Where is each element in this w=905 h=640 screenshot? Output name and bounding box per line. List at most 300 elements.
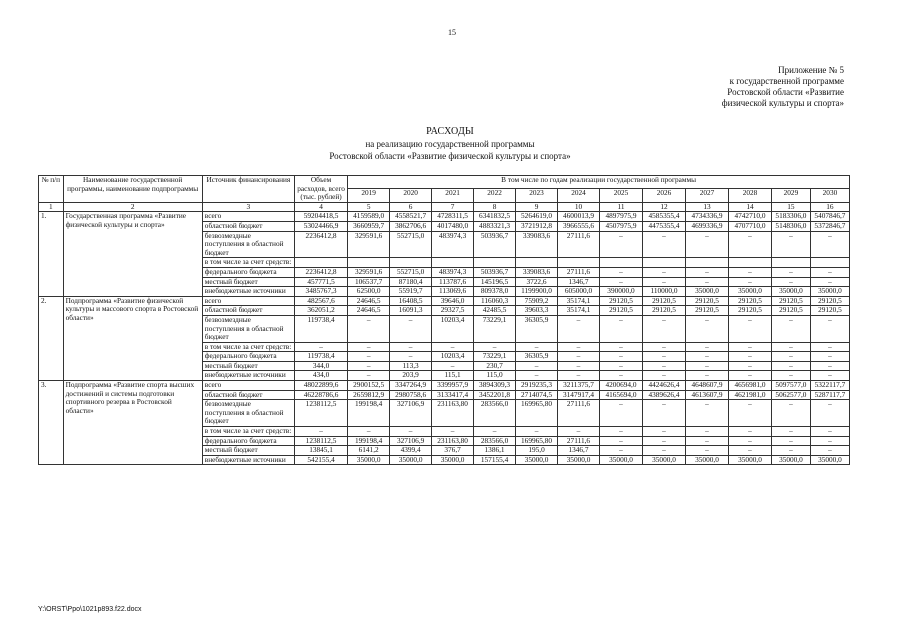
year-value: 2659812,9 bbox=[348, 390, 390, 400]
year-value: – bbox=[771, 427, 810, 437]
total-value bbox=[294, 258, 347, 268]
year-value: 4648607,9 bbox=[685, 381, 728, 391]
year-value: 1346,7 bbox=[558, 277, 600, 287]
year-value: 29327,5 bbox=[432, 306, 474, 316]
year-value: – bbox=[685, 315, 728, 342]
year-value: 35000,0 bbox=[810, 455, 849, 465]
year-value: – bbox=[599, 277, 642, 287]
year-value: 4165694,0 bbox=[599, 390, 642, 400]
year-value: 809378,0 bbox=[474, 287, 516, 297]
total-value: 1238112,5 bbox=[294, 400, 347, 427]
column-index: 15 bbox=[771, 202, 810, 212]
year-value: 503936,7 bbox=[474, 267, 516, 277]
year-value: – bbox=[390, 352, 432, 362]
year-value: 3133417,4 bbox=[432, 390, 474, 400]
year-value: 3452201,8 bbox=[474, 390, 516, 400]
year-value: 339083,6 bbox=[516, 267, 558, 277]
year-value: 199198,4 bbox=[348, 436, 390, 446]
year-value: 3211375,7 bbox=[558, 381, 600, 391]
year-value: 4728311,5 bbox=[432, 212, 474, 222]
year-header: 2021 bbox=[432, 189, 474, 202]
program-name: Подпрограмма «Развитие спорта высших достижений и системы подготовки спортивного резерва в Ростовской области» bbox=[63, 381, 202, 465]
funding-source: местный бюджет bbox=[202, 361, 294, 371]
year-value: – bbox=[771, 277, 810, 287]
year-value: – bbox=[558, 315, 600, 342]
year-value: 230,7 bbox=[474, 361, 516, 371]
year-value: – bbox=[685, 436, 728, 446]
year-value: 42485,5 bbox=[474, 306, 516, 316]
year-value: 4699336,9 bbox=[685, 221, 728, 231]
year-value: 35174,1 bbox=[558, 306, 600, 316]
year-value: 5322117,7 bbox=[810, 381, 849, 391]
year-value bbox=[348, 258, 390, 268]
year-value: 4017480,0 bbox=[432, 221, 474, 231]
year-value: 2714074,5 bbox=[516, 390, 558, 400]
total-value: 46228786,6 bbox=[294, 390, 347, 400]
column-index: 2 bbox=[63, 202, 202, 212]
year-value: 3660959,7 bbox=[348, 221, 390, 231]
year-value: 4734336,9 bbox=[685, 212, 728, 222]
year-value: – bbox=[685, 371, 728, 381]
total-value: 48022899,6 bbox=[294, 381, 347, 391]
year-value: – bbox=[728, 446, 771, 456]
year-value: 329591,6 bbox=[348, 231, 390, 258]
year-value: 3722,6 bbox=[516, 277, 558, 287]
year-value: 5287117,7 bbox=[810, 390, 849, 400]
year-value: – bbox=[728, 277, 771, 287]
year-value: – bbox=[771, 361, 810, 371]
year-value: 10203,4 bbox=[432, 315, 474, 342]
year-value: – bbox=[642, 352, 685, 362]
year-value: 231163,80 bbox=[432, 436, 474, 446]
year-value: 231163,80 bbox=[432, 400, 474, 427]
year-value: 4159589,0 bbox=[348, 212, 390, 222]
year-value: – bbox=[728, 436, 771, 446]
total-value: 13845,1 bbox=[294, 446, 347, 456]
year-value: 35000,0 bbox=[348, 455, 390, 465]
year-value: 29120,5 bbox=[810, 306, 849, 316]
year-value: – bbox=[599, 371, 642, 381]
year-value: – bbox=[599, 427, 642, 437]
year-value: – bbox=[810, 352, 849, 362]
year-value: 203,9 bbox=[390, 371, 432, 381]
year-value: – bbox=[810, 342, 849, 352]
year-value: – bbox=[685, 342, 728, 352]
year-value bbox=[599, 258, 642, 268]
total-value: 3485767,3 bbox=[294, 287, 347, 297]
year-value: – bbox=[810, 231, 849, 258]
year-value: 327106,9 bbox=[390, 436, 432, 446]
year-value: 36305,9 bbox=[516, 352, 558, 362]
funding-source: внебюджетные источники bbox=[202, 287, 294, 297]
year-value: – bbox=[728, 427, 771, 437]
year-value: 5062577,0 bbox=[771, 390, 810, 400]
year-value: – bbox=[771, 371, 810, 381]
year-value: 169965,80 bbox=[516, 436, 558, 446]
year-value: – bbox=[771, 400, 810, 427]
year-value: 3966555,6 bbox=[558, 221, 600, 231]
year-value: – bbox=[642, 446, 685, 456]
title-line: Ростовской области «Развитие физической культуры и спорта» bbox=[329, 151, 571, 161]
year-value: – bbox=[685, 352, 728, 362]
column-index: 4 bbox=[294, 202, 347, 212]
year-value: – bbox=[642, 231, 685, 258]
year-value: 29120,5 bbox=[771, 306, 810, 316]
year-value: – bbox=[474, 342, 516, 352]
year-value: – bbox=[348, 427, 390, 437]
year-value: – bbox=[810, 315, 849, 342]
year-value: 3862706,6 bbox=[390, 221, 432, 231]
year-value: – bbox=[390, 342, 432, 352]
year-value: – bbox=[599, 342, 642, 352]
year-value: – bbox=[728, 231, 771, 258]
year-value bbox=[390, 258, 432, 268]
year-value: 27111,6 bbox=[558, 400, 600, 427]
year-value: 55919,7 bbox=[390, 287, 432, 297]
year-value: 62500,0 bbox=[348, 287, 390, 297]
year-value: – bbox=[771, 342, 810, 352]
year-value: 35000,0 bbox=[516, 455, 558, 465]
column-index: 7 bbox=[432, 202, 474, 212]
year-value: – bbox=[642, 361, 685, 371]
total-value: 53024466,9 bbox=[294, 221, 347, 231]
funding-source: областной бюджет bbox=[202, 221, 294, 231]
page-number: 15 bbox=[448, 28, 456, 37]
year-value: – bbox=[810, 436, 849, 446]
year-value: 35000,0 bbox=[810, 287, 849, 297]
title-line: РАСХОДЫ bbox=[426, 126, 474, 137]
year-value: – bbox=[771, 231, 810, 258]
year-value: – bbox=[642, 371, 685, 381]
year-value: 29120,5 bbox=[642, 296, 685, 306]
header-by-years: В том числе по годам реализации государственной программы bbox=[348, 176, 850, 189]
year-value: 4507975,9 bbox=[599, 221, 642, 231]
year-value: – bbox=[771, 446, 810, 456]
year-value: 5264619,0 bbox=[516, 212, 558, 222]
funding-source: безвозмездные поступления в областной бюджет bbox=[202, 400, 294, 427]
year-value: – bbox=[810, 446, 849, 456]
year-value: – bbox=[810, 267, 849, 277]
year-value: 4621981,0 bbox=[728, 390, 771, 400]
year-value: 35000,0 bbox=[390, 455, 432, 465]
section-number: 1. bbox=[39, 212, 64, 296]
year-value: 106537,7 bbox=[348, 277, 390, 287]
year-value: – bbox=[599, 446, 642, 456]
year-value: 4600013,9 bbox=[558, 212, 600, 222]
year-header: 2019 bbox=[348, 189, 390, 202]
year-value: 4558521,7 bbox=[390, 212, 432, 222]
year-value: 115,0 bbox=[474, 371, 516, 381]
column-index: 9 bbox=[516, 202, 558, 212]
year-value: 4200694,0 bbox=[599, 381, 642, 391]
year-value: 3347264,9 bbox=[390, 381, 432, 391]
year-value: 2900152,5 bbox=[348, 381, 390, 391]
year-value: 35000,0 bbox=[771, 287, 810, 297]
year-value: – bbox=[599, 315, 642, 342]
funding-source: безвозмездные поступления в областной бюджет bbox=[202, 315, 294, 342]
year-value: 5407846,7 bbox=[810, 212, 849, 222]
year-value: 29120,5 bbox=[685, 306, 728, 316]
year-value: – bbox=[516, 342, 558, 352]
year-value: 16091,3 bbox=[390, 306, 432, 316]
year-header: 2020 bbox=[390, 189, 432, 202]
year-value: – bbox=[558, 342, 600, 352]
year-value: 73229,1 bbox=[474, 315, 516, 342]
year-value: 29120,5 bbox=[728, 296, 771, 306]
year-value: – bbox=[810, 371, 849, 381]
year-value: – bbox=[771, 436, 810, 446]
total-value: 344,0 bbox=[294, 361, 347, 371]
year-value: 113,3 bbox=[390, 361, 432, 371]
column-index: 14 bbox=[728, 202, 771, 212]
funding-source: федерального бюджета bbox=[202, 352, 294, 362]
year-value bbox=[771, 258, 810, 268]
column-index: 5 bbox=[348, 202, 390, 212]
year-header: 2024 bbox=[558, 189, 600, 202]
year-value: 27111,6 bbox=[558, 231, 600, 258]
year-value: 39646,0 bbox=[432, 296, 474, 306]
year-value: – bbox=[558, 352, 600, 362]
year-value: 16408,5 bbox=[390, 296, 432, 306]
year-value: 27111,6 bbox=[558, 267, 600, 277]
total-value: 119738,4 bbox=[294, 352, 347, 362]
year-value: 29120,5 bbox=[599, 296, 642, 306]
funding-source: внебюджетные источники bbox=[202, 455, 294, 465]
year-value: 3147917,4 bbox=[558, 390, 600, 400]
appendix-header bbox=[660, 65, 844, 109]
year-value: 24646,5 bbox=[348, 296, 390, 306]
year-value: 29120,5 bbox=[685, 296, 728, 306]
funding-source: областной бюджет bbox=[202, 390, 294, 400]
total-value: 434,0 bbox=[294, 371, 347, 381]
year-value: 329591,6 bbox=[348, 267, 390, 277]
total-value: – bbox=[294, 427, 347, 437]
year-value: 35000,0 bbox=[599, 455, 642, 465]
year-value: 5097577,0 bbox=[771, 381, 810, 391]
year-value: 115,1 bbox=[432, 371, 474, 381]
year-value bbox=[516, 258, 558, 268]
year-value: – bbox=[685, 400, 728, 427]
year-value: – bbox=[685, 361, 728, 371]
year-header: 2029 bbox=[771, 189, 810, 202]
year-value: – bbox=[810, 427, 849, 437]
year-value: – bbox=[599, 267, 642, 277]
year-value: – bbox=[771, 352, 810, 362]
year-value: – bbox=[599, 352, 642, 362]
year-value: 376,7 bbox=[432, 446, 474, 456]
year-value: – bbox=[432, 361, 474, 371]
year-value: 4585355,4 bbox=[642, 212, 685, 222]
year-value: – bbox=[728, 315, 771, 342]
year-value: 5148306,0 bbox=[771, 221, 810, 231]
year-value: 4424626,4 bbox=[642, 381, 685, 391]
year-value: 35000,0 bbox=[685, 287, 728, 297]
year-value: – bbox=[599, 400, 642, 427]
year-value: – bbox=[558, 427, 600, 437]
year-value: – bbox=[810, 361, 849, 371]
year-value: 87180,4 bbox=[390, 277, 432, 287]
total-value: 2236412,8 bbox=[294, 231, 347, 258]
year-value: – bbox=[516, 371, 558, 381]
table-row bbox=[39, 381, 850, 391]
column-index: 10 bbox=[558, 202, 600, 212]
appendix-line: физической культуры и спорта» bbox=[721, 98, 844, 108]
year-value: – bbox=[642, 315, 685, 342]
year-value: 35000,0 bbox=[558, 455, 600, 465]
year-value: 4613607,9 bbox=[685, 390, 728, 400]
year-value: 6341832,5 bbox=[474, 212, 516, 222]
program-name: Подпрограмма «Развитие физической культуры и массового спорта в Ростовской области» bbox=[63, 296, 202, 380]
year-value: 39603,3 bbox=[516, 306, 558, 316]
year-value: 4897975,9 bbox=[599, 212, 642, 222]
year-value: 4389626,4 bbox=[642, 390, 685, 400]
year-value: – bbox=[474, 427, 516, 437]
year-value: 116060,3 bbox=[474, 296, 516, 306]
year-value: 4399,4 bbox=[390, 446, 432, 456]
year-value: – bbox=[642, 427, 685, 437]
year-value: 339083,6 bbox=[516, 231, 558, 258]
funding-source: в том числе за счет средств: bbox=[202, 427, 294, 437]
year-value: – bbox=[432, 427, 474, 437]
year-value: 2980758,6 bbox=[390, 390, 432, 400]
year-header: 2025 bbox=[599, 189, 642, 202]
year-value: – bbox=[390, 315, 432, 342]
header-volume: Объем расходов, всего (тыс. рублей) bbox=[294, 176, 347, 203]
total-value: 362051,2 bbox=[294, 306, 347, 316]
year-value: – bbox=[642, 267, 685, 277]
year-value bbox=[558, 258, 600, 268]
funding-source: местный бюджет bbox=[202, 277, 294, 287]
year-value: – bbox=[558, 361, 600, 371]
year-value: 3399957,9 bbox=[432, 381, 474, 391]
funding-source: в том числе за счет средств: bbox=[202, 258, 294, 268]
year-value: 113069,6 bbox=[432, 287, 474, 297]
title-line: на реализацию государственной программы bbox=[365, 139, 535, 149]
year-value: – bbox=[516, 361, 558, 371]
funding-source: внебюджетные источники bbox=[202, 371, 294, 381]
year-header: 2027 bbox=[685, 189, 728, 202]
total-value: 482567,6 bbox=[294, 296, 347, 306]
year-value: – bbox=[771, 315, 810, 342]
total-value: 457771,5 bbox=[294, 277, 347, 287]
year-value: 4656981,0 bbox=[728, 381, 771, 391]
year-value: 4883321,3 bbox=[474, 221, 516, 231]
total-value: 2236412,8 bbox=[294, 267, 347, 277]
year-value: – bbox=[685, 231, 728, 258]
appendix-line: к государственной программе bbox=[729, 76, 844, 86]
year-value bbox=[685, 258, 728, 268]
year-header: 2023 bbox=[516, 189, 558, 202]
year-value: 35000,0 bbox=[728, 287, 771, 297]
year-value: – bbox=[685, 277, 728, 287]
year-value: 73229,1 bbox=[474, 352, 516, 362]
total-value: 119738,4 bbox=[294, 315, 347, 342]
year-value: 6141,2 bbox=[348, 446, 390, 456]
year-value: 283566,0 bbox=[474, 436, 516, 446]
year-value: 1199900,0 bbox=[516, 287, 558, 297]
year-value: – bbox=[728, 371, 771, 381]
year-header: 2028 bbox=[728, 189, 771, 202]
year-value: 29120,5 bbox=[599, 306, 642, 316]
year-value bbox=[474, 258, 516, 268]
year-value: – bbox=[348, 361, 390, 371]
year-header: 2022 bbox=[474, 189, 516, 202]
year-value: 145196,5 bbox=[474, 277, 516, 287]
funding-source: федерального бюджета bbox=[202, 436, 294, 446]
year-value: – bbox=[390, 427, 432, 437]
total-value: 59204418,5 bbox=[294, 212, 347, 222]
year-value: 27111,6 bbox=[558, 436, 600, 446]
funding-source: безвозмездные поступления в областной бюджет bbox=[202, 231, 294, 258]
year-value: 110000,0 bbox=[642, 287, 685, 297]
year-value: 1386,1 bbox=[474, 446, 516, 456]
table-row bbox=[39, 212, 850, 222]
year-value: 35000,0 bbox=[432, 455, 474, 465]
column-index: 1 bbox=[39, 202, 64, 212]
year-header: 2030 bbox=[810, 189, 849, 202]
funding-source: местный бюджет bbox=[202, 446, 294, 456]
column-index: 8 bbox=[474, 202, 516, 212]
year-value: – bbox=[728, 400, 771, 427]
section-number: 2. bbox=[39, 296, 64, 380]
program-name: Государственная программа «Развитие физической культуры и спорта» bbox=[63, 212, 202, 296]
year-value: 29120,5 bbox=[771, 296, 810, 306]
year-value: 552715,0 bbox=[390, 267, 432, 277]
year-value: – bbox=[432, 342, 474, 352]
document-title bbox=[290, 126, 610, 162]
year-value: 10203,4 bbox=[432, 352, 474, 362]
year-value: 157155,4 bbox=[474, 455, 516, 465]
year-value: 3894309,3 bbox=[474, 381, 516, 391]
column-index: 16 bbox=[810, 202, 849, 212]
year-value: 75909,2 bbox=[516, 296, 558, 306]
table-row bbox=[39, 296, 850, 306]
funding-source: всего bbox=[202, 381, 294, 391]
appendix-line: Приложение № 5 bbox=[778, 65, 844, 75]
year-value bbox=[432, 258, 474, 268]
year-value: – bbox=[348, 371, 390, 381]
column-index: 13 bbox=[685, 202, 728, 212]
year-value: – bbox=[728, 361, 771, 371]
header-num: № п/п bbox=[39, 176, 64, 203]
year-value: 605000,0 bbox=[558, 287, 600, 297]
year-value: – bbox=[348, 352, 390, 362]
year-value: – bbox=[728, 267, 771, 277]
year-value: – bbox=[642, 342, 685, 352]
year-value: 5372846,7 bbox=[810, 221, 849, 231]
year-header: 2026 bbox=[642, 189, 685, 202]
total-value: – bbox=[294, 342, 347, 352]
column-index: 12 bbox=[642, 202, 685, 212]
year-value: – bbox=[728, 352, 771, 362]
year-value: 35174,1 bbox=[558, 296, 600, 306]
year-value: 5183306,0 bbox=[771, 212, 810, 222]
year-value: – bbox=[558, 371, 600, 381]
year-value: 2919235,3 bbox=[516, 381, 558, 391]
year-value: – bbox=[810, 400, 849, 427]
table-body bbox=[39, 202, 850, 465]
column-index: 6 bbox=[390, 202, 432, 212]
year-value: – bbox=[685, 446, 728, 456]
year-value: – bbox=[642, 277, 685, 287]
year-value: 29120,5 bbox=[642, 306, 685, 316]
year-value bbox=[728, 258, 771, 268]
year-value: – bbox=[348, 342, 390, 352]
funding-source: в том числе за счет средств: bbox=[202, 342, 294, 352]
year-value: 35000,0 bbox=[685, 455, 728, 465]
year-value: 503936,7 bbox=[474, 231, 516, 258]
year-value: – bbox=[642, 436, 685, 446]
